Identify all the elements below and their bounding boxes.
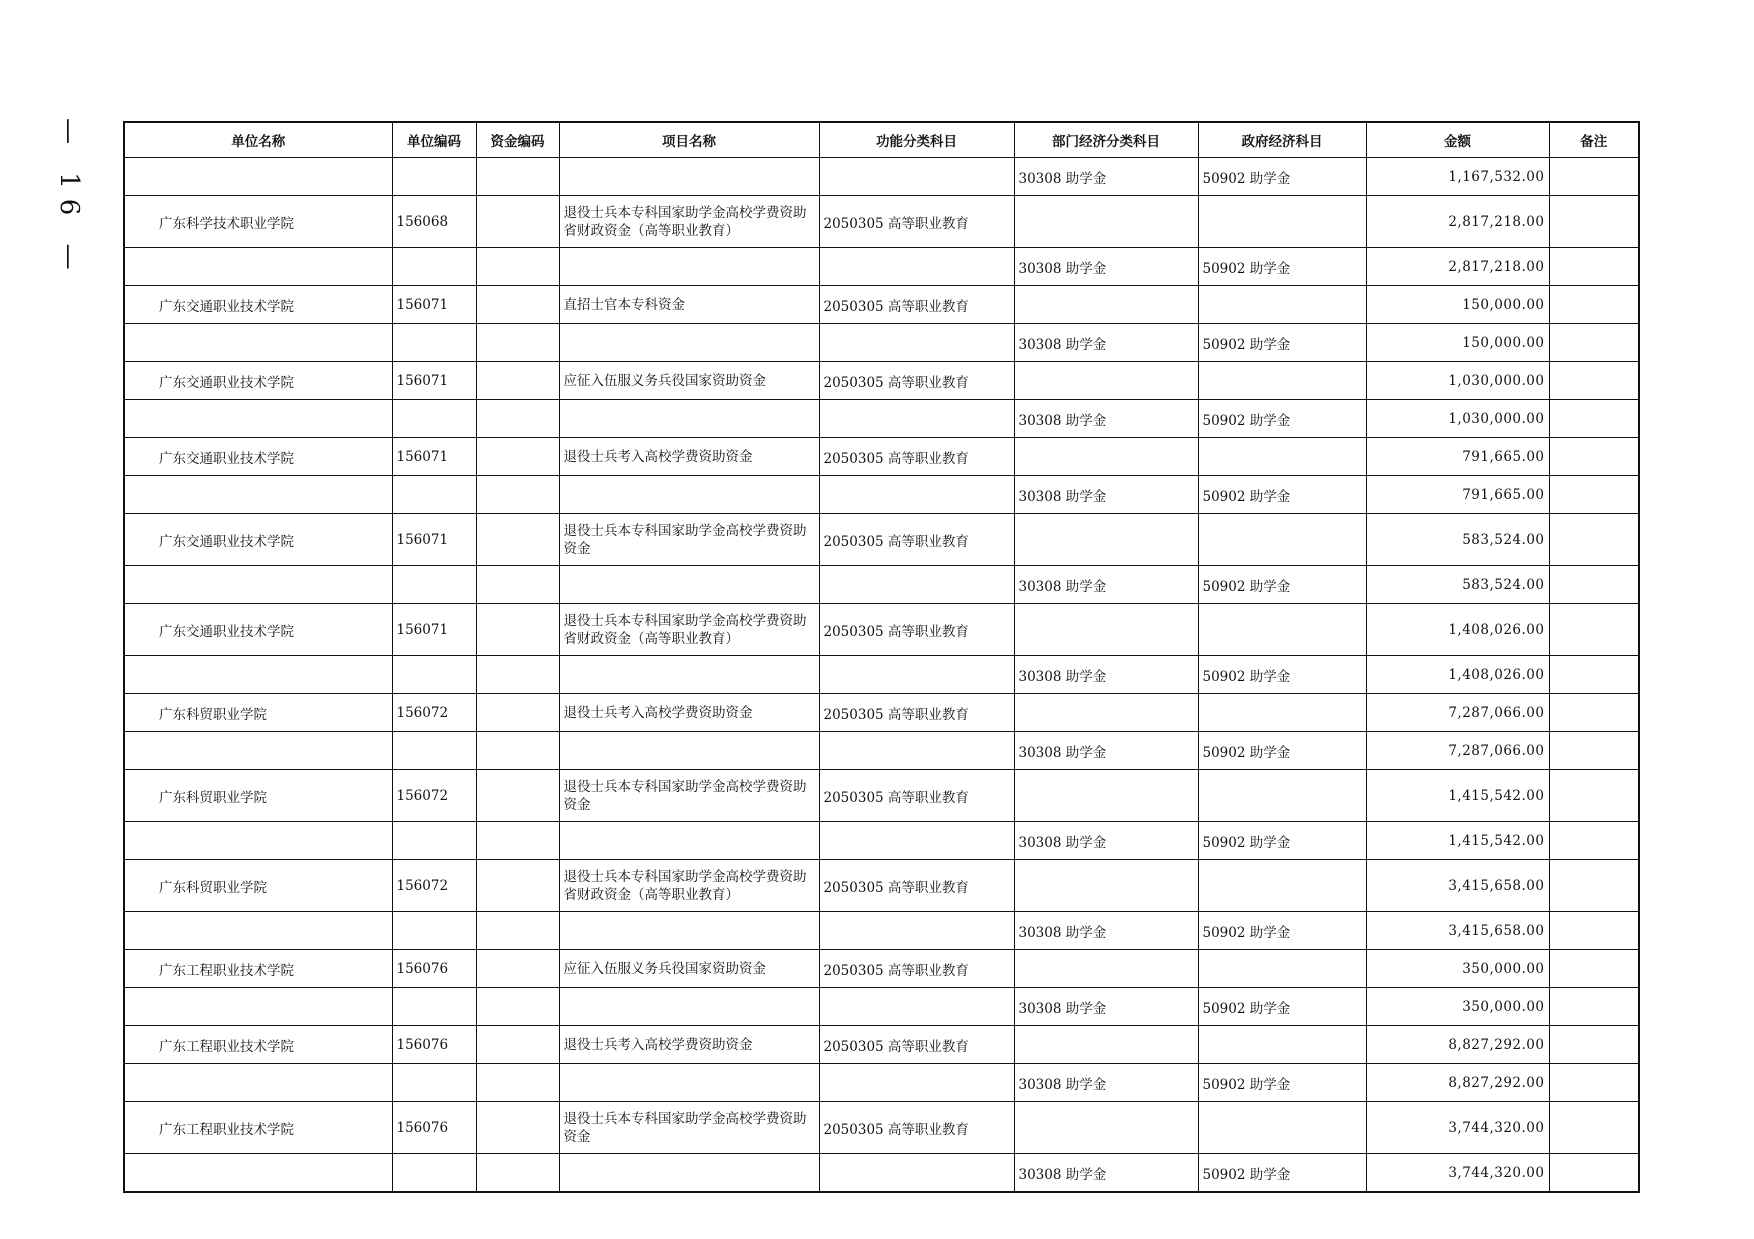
unit-code-cell: 156072: [392, 694, 476, 732]
unit-name-cell: 广东交通职业技术学院: [124, 514, 392, 566]
fund-code-cell: [476, 1154, 559, 1193]
remarks-cell: [1549, 514, 1639, 566]
amount-cell: 150,000.00: [1366, 286, 1549, 324]
unit-code-cell: [392, 912, 476, 950]
fund-code-cell: [476, 1026, 559, 1064]
dept-econ-class-cell: 30308 助学金: [1014, 158, 1198, 196]
gov-econ-cell: 50902 助学金: [1198, 988, 1366, 1026]
fund-code-header: 资金编码: [476, 122, 559, 158]
gov-econ-cell: [1198, 1026, 1366, 1064]
gov-econ-cell: [1198, 286, 1366, 324]
unit-name-cell: [124, 912, 392, 950]
amount-cell: 583,524.00: [1366, 514, 1549, 566]
unit-code-cell: [392, 1154, 476, 1193]
remarks-cell: [1549, 438, 1639, 476]
project-name-cell: 退役士兵考入高校学费资助资金: [559, 1026, 819, 1064]
fund-code-cell: [476, 514, 559, 566]
dept-econ-class-cell: [1014, 1102, 1198, 1154]
amount-cell: 1,030,000.00: [1366, 362, 1549, 400]
amount-cell: 1,408,026.00: [1366, 656, 1549, 694]
fund-code-cell: [476, 324, 559, 362]
function-class-cell: 2050305 高等职业教育: [819, 950, 1014, 988]
gov-econ-cell: 50902 助学金: [1198, 1064, 1366, 1102]
fund-code-cell: [476, 1102, 559, 1154]
amount-cell: 1,415,542.00: [1366, 770, 1549, 822]
amount-cell: 1,030,000.00: [1366, 400, 1549, 438]
remarks-cell: [1549, 566, 1639, 604]
unit-name-cell: [124, 822, 392, 860]
remarks-cell: [1549, 286, 1639, 324]
remarks-cell: [1549, 912, 1639, 950]
unit-name-cell: 广东交通职业技术学院: [124, 362, 392, 400]
function-class-cell: 2050305 高等职业教育: [819, 196, 1014, 248]
amount-cell: 1,415,542.00: [1366, 822, 1549, 860]
function-class-cell: 2050305 高等职业教育: [819, 860, 1014, 912]
function-class-cell: [819, 822, 1014, 860]
function-class-cell: 2050305 高等职业教育: [819, 514, 1014, 566]
function-class-cell: 2050305 高等职业教育: [819, 438, 1014, 476]
amount-cell: 583,524.00: [1366, 566, 1549, 604]
project-name-cell: 退役士兵考入高校学费资助资金: [559, 438, 819, 476]
dept-econ-class-cell: 30308 助学金: [1014, 656, 1198, 694]
table-row: [124, 514, 1639, 566]
unit-name-cell: 广东科贸职业学院: [124, 694, 392, 732]
table-row: [124, 476, 1639, 514]
dept-econ-class-cell: [1014, 950, 1198, 988]
fund-code-cell: [476, 822, 559, 860]
fund-code-cell: [476, 362, 559, 400]
remarks-cell: [1549, 400, 1639, 438]
unit-name-cell: [124, 656, 392, 694]
table-row: [124, 732, 1639, 770]
project-name-cell: [559, 656, 819, 694]
fund-code-cell: [476, 158, 559, 196]
table-row: [124, 988, 1639, 1026]
fund-code-cell: [476, 476, 559, 514]
fund-code-cell: [476, 400, 559, 438]
function-class-cell: [819, 566, 1014, 604]
unit-code-header: 单位编码: [392, 122, 476, 158]
project-name-cell: [559, 248, 819, 286]
project-name-cell: [559, 912, 819, 950]
unit-name-cell: [124, 324, 392, 362]
remarks-cell: [1549, 656, 1639, 694]
dept-econ-class-cell: 30308 助学金: [1014, 476, 1198, 514]
amount-cell: 1,408,026.00: [1366, 604, 1549, 656]
unit-code-cell: 156071: [392, 286, 476, 324]
dept-econ-class-cell: [1014, 362, 1198, 400]
gov-econ-cell: 50902 助学金: [1198, 476, 1366, 514]
function-class-header: 功能分类科目: [819, 122, 1014, 158]
project-name-cell: [559, 732, 819, 770]
remarks-cell: [1549, 822, 1639, 860]
gov-econ-cell: 50902 助学金: [1198, 566, 1366, 604]
amount-cell: 7,287,066.00: [1366, 694, 1549, 732]
remarks-cell: [1549, 1102, 1639, 1154]
gov-econ-cell: 50902 助学金: [1198, 732, 1366, 770]
dept-econ-class-cell: 30308 助学金: [1014, 324, 1198, 362]
amount-cell: 8,827,292.00: [1366, 1026, 1549, 1064]
unit-code-cell: 156071: [392, 438, 476, 476]
dept-econ-class-cell: 30308 助学金: [1014, 566, 1198, 604]
fund-code-cell: [476, 248, 559, 286]
gov-econ-cell: [1198, 196, 1366, 248]
gov-econ-cell: 50902 助学金: [1198, 1154, 1366, 1193]
amount-cell: 350,000.00: [1366, 988, 1549, 1026]
dept-econ-class-cell: 30308 助学金: [1014, 732, 1198, 770]
remarks-cell: [1549, 1064, 1639, 1102]
fund-code-cell: [476, 604, 559, 656]
table-row: [124, 400, 1639, 438]
unit-code-cell: 156076: [392, 1102, 476, 1154]
project-name-cell: [559, 988, 819, 1026]
table-row: [124, 950, 1639, 988]
table-row: [124, 1026, 1639, 1064]
gov-econ-cell: 50902 助学金: [1198, 158, 1366, 196]
remarks-cell: [1549, 988, 1639, 1026]
dept-econ-class-cell: [1014, 196, 1198, 248]
project-name-cell: 退役士兵本专科国家助学金高校学费资助省财政资金（高等职业教育）: [559, 604, 819, 656]
function-class-cell: [819, 1064, 1014, 1102]
remarks-cell: [1549, 860, 1639, 912]
gov-econ-cell: [1198, 514, 1366, 566]
unit-name-cell: 广东交通职业技术学院: [124, 286, 392, 324]
table-row: [124, 860, 1639, 912]
dept-econ-class-cell: [1014, 1026, 1198, 1064]
fund-code-cell: [476, 732, 559, 770]
unit-name-cell: [124, 1064, 392, 1102]
table-row: [124, 566, 1639, 604]
project-name-cell: [559, 566, 819, 604]
gov-econ-cell: [1198, 1102, 1366, 1154]
unit-code-cell: [392, 248, 476, 286]
table-row: [124, 248, 1639, 286]
unit-code-cell: 156072: [392, 860, 476, 912]
remarks-cell: [1549, 324, 1639, 362]
unit-name-cell: [124, 566, 392, 604]
remarks-cell: [1549, 158, 1639, 196]
amount-cell: 7,287,066.00: [1366, 732, 1549, 770]
function-class-cell: 2050305 高等职业教育: [819, 286, 1014, 324]
function-class-cell: [819, 476, 1014, 514]
unit-code-cell: [392, 158, 476, 196]
dept-econ-class-cell: [1014, 860, 1198, 912]
unit-code-cell: [392, 566, 476, 604]
gov-econ-cell: [1198, 770, 1366, 822]
unit-code-cell: 156068: [392, 196, 476, 248]
gov-econ-cell: 50902 助学金: [1198, 324, 1366, 362]
table-row: [124, 604, 1639, 656]
dept-econ-class-cell: 30308 助学金: [1014, 1154, 1198, 1193]
project-name-cell: 退役士兵本专科国家助学金高校学费资助省财政资金（高等职业教育）: [559, 196, 819, 248]
table-row: [124, 770, 1639, 822]
unit-code-cell: [392, 732, 476, 770]
unit-name-cell: 广东交通职业技术学院: [124, 438, 392, 476]
unit-code-cell: 156076: [392, 950, 476, 988]
fund-code-cell: [476, 950, 559, 988]
fund-code-cell: [476, 770, 559, 822]
function-class-cell: [819, 324, 1014, 362]
table-row: [124, 656, 1639, 694]
unit-code-cell: [392, 324, 476, 362]
fund-code-cell: [476, 656, 559, 694]
project-name-cell: [559, 822, 819, 860]
fund-code-cell: [476, 1064, 559, 1102]
unit-code-cell: [392, 1064, 476, 1102]
gov-econ-cell: 50902 助学金: [1198, 400, 1366, 438]
amount-header: 金额: [1366, 122, 1549, 158]
remarks-cell: [1549, 1026, 1639, 1064]
project-name-cell: 退役士兵本专科国家助学金高校学费资助资金: [559, 514, 819, 566]
dept-econ-class-cell: 30308 助学金: [1014, 400, 1198, 438]
function-class-cell: 2050305 高等职业教育: [819, 694, 1014, 732]
unit-name-cell: [124, 1154, 392, 1193]
dept-econ-class-cell: [1014, 286, 1198, 324]
unit-code-cell: 156071: [392, 362, 476, 400]
amount-cell: 3,415,658.00: [1366, 912, 1549, 950]
dept-econ-class-cell: [1014, 770, 1198, 822]
table-row: [124, 694, 1639, 732]
remarks-cell: [1549, 770, 1639, 822]
gov-econ-cell: [1198, 362, 1366, 400]
gov-econ-cell: 50902 助学金: [1198, 822, 1366, 860]
gov-econ-cell: 50902 助学金: [1198, 656, 1366, 694]
dept-econ-class-cell: 30308 助学金: [1014, 912, 1198, 950]
project-name-cell: 应征入伍服义务兵役国家资助资金: [559, 950, 819, 988]
project-name-cell: 退役士兵本专科国家助学金高校学费资助资金: [559, 770, 819, 822]
gov-econ-cell: [1198, 438, 1366, 476]
budget-table: [123, 121, 1640, 1193]
project-name-cell: 退役士兵本专科国家助学金高校学费资助省财政资金（高等职业教育）: [559, 860, 819, 912]
function-class-cell: [819, 248, 1014, 286]
dept-econ-class-cell: [1014, 604, 1198, 656]
dept-econ-class-cell: 30308 助学金: [1014, 1064, 1198, 1102]
unit-name-header: 单位名称: [124, 122, 392, 158]
amount-cell: 8,827,292.00: [1366, 1064, 1549, 1102]
project-name-cell: 退役士兵考入高校学费资助资金: [559, 694, 819, 732]
table-row: [124, 1154, 1639, 1193]
gov-econ-cell: [1198, 694, 1366, 732]
gov-econ-cell: [1198, 950, 1366, 988]
fund-code-cell: [476, 566, 559, 604]
fund-code-cell: [476, 286, 559, 324]
unit-name-cell: [124, 476, 392, 514]
remarks-cell: [1549, 1154, 1639, 1193]
amount-cell: 2,817,218.00: [1366, 196, 1549, 248]
gov-econ-cell: 50902 助学金: [1198, 248, 1366, 286]
fund-code-cell: [476, 438, 559, 476]
table-row: [124, 158, 1639, 196]
unit-code-cell: [392, 822, 476, 860]
fund-code-cell: [476, 196, 559, 248]
table-row: [124, 1064, 1639, 1102]
table-body: [124, 158, 1639, 1193]
unit-code-cell: 156072: [392, 770, 476, 822]
dept-econ-class-cell: 30308 助学金: [1014, 988, 1198, 1026]
table-row: [124, 438, 1639, 476]
amount-cell: 3,744,320.00: [1366, 1102, 1549, 1154]
table-row: [124, 822, 1639, 860]
fund-code-cell: [476, 988, 559, 1026]
unit-code-cell: 156071: [392, 514, 476, 566]
function-class-cell: 2050305 高等职业教育: [819, 770, 1014, 822]
amount-cell: 350,000.00: [1366, 950, 1549, 988]
gov-econ-header: 政府经济科目: [1198, 122, 1366, 158]
project-name-cell: 直招士官本专科资金: [559, 286, 819, 324]
remarks-cell: [1549, 476, 1639, 514]
unit-code-cell: [392, 988, 476, 1026]
table-row: [124, 1102, 1639, 1154]
remarks-cell: [1549, 950, 1639, 988]
table-row: [124, 324, 1639, 362]
unit-name-cell: 广东交通职业技术学院: [124, 604, 392, 656]
project-name-cell: [559, 400, 819, 438]
project-name-header: 项目名称: [559, 122, 819, 158]
project-name-cell: [559, 158, 819, 196]
table-row: [124, 912, 1639, 950]
amount-cell: 3,415,658.00: [1366, 860, 1549, 912]
gov-econ-cell: 50902 助学金: [1198, 912, 1366, 950]
function-class-cell: [819, 988, 1014, 1026]
function-class-cell: 2050305 高等职业教育: [819, 1026, 1014, 1064]
function-class-cell: 2050305 高等职业教育: [819, 1102, 1014, 1154]
unit-code-cell: 156071: [392, 604, 476, 656]
function-class-cell: [819, 912, 1014, 950]
gov-econ-cell: [1198, 604, 1366, 656]
unit-name-cell: [124, 400, 392, 438]
fund-code-cell: [476, 860, 559, 912]
unit-name-cell: [124, 732, 392, 770]
table-row: [124, 286, 1639, 324]
remarks-header: 备注: [1549, 122, 1639, 158]
unit-name-cell: 广东科学技术职业学院: [124, 196, 392, 248]
unit-code-cell: [392, 400, 476, 438]
unit-name-cell: 广东工程职业技术学院: [124, 950, 392, 988]
unit-name-cell: 广东工程职业技术学院: [124, 1026, 392, 1064]
unit-name-cell: 广东工程职业技术学院: [124, 1102, 392, 1154]
function-class-cell: [819, 1154, 1014, 1193]
remarks-cell: [1549, 604, 1639, 656]
fund-code-cell: [476, 912, 559, 950]
amount-cell: 3,744,320.00: [1366, 1154, 1549, 1193]
table-header-row: [124, 122, 1639, 158]
function-class-cell: [819, 158, 1014, 196]
unit-name-cell: [124, 158, 392, 196]
unit-code-cell: [392, 656, 476, 694]
page-number: — 16 —: [54, 118, 84, 280]
function-class-cell: [819, 400, 1014, 438]
dept-econ-class-cell: 30308 助学金: [1014, 248, 1198, 286]
fund-code-cell: [476, 694, 559, 732]
amount-cell: 2,817,218.00: [1366, 248, 1549, 286]
dept-econ-class-cell: [1014, 694, 1198, 732]
unit-name-cell: 广东科贸职业学院: [124, 770, 392, 822]
table-row: [124, 196, 1639, 248]
gov-econ-cell: [1198, 860, 1366, 912]
amount-cell: 150,000.00: [1366, 324, 1549, 362]
project-name-cell: 退役士兵本专科国家助学金高校学费资助资金: [559, 1102, 819, 1154]
project-name-cell: 应征入伍服义务兵役国家资助资金: [559, 362, 819, 400]
function-class-cell: [819, 656, 1014, 694]
table-row: [124, 362, 1639, 400]
project-name-cell: [559, 476, 819, 514]
remarks-cell: [1549, 732, 1639, 770]
amount-cell: 791,665.00: [1366, 476, 1549, 514]
function-class-cell: [819, 732, 1014, 770]
remarks-cell: [1549, 196, 1639, 248]
function-class-cell: 2050305 高等职业教育: [819, 362, 1014, 400]
function-class-cell: 2050305 高等职业教育: [819, 604, 1014, 656]
remarks-cell: [1549, 362, 1639, 400]
unit-name-cell: [124, 988, 392, 1026]
dept-econ-class-cell: 30308 助学金: [1014, 822, 1198, 860]
remarks-cell: [1549, 248, 1639, 286]
dept-econ-class-header: 部门经济分类科目: [1014, 122, 1198, 158]
unit-name-cell: 广东科贸职业学院: [124, 860, 392, 912]
remarks-cell: [1549, 694, 1639, 732]
project-name-cell: [559, 324, 819, 362]
dept-econ-class-cell: [1014, 514, 1198, 566]
unit-name-cell: [124, 248, 392, 286]
project-name-cell: [559, 1154, 819, 1193]
project-name-cell: [559, 1064, 819, 1102]
amount-cell: 791,665.00: [1366, 438, 1549, 476]
dept-econ-class-cell: [1014, 438, 1198, 476]
unit-code-cell: [392, 476, 476, 514]
unit-code-cell: 156076: [392, 1026, 476, 1064]
amount-cell: 1,167,532.00: [1366, 158, 1549, 196]
